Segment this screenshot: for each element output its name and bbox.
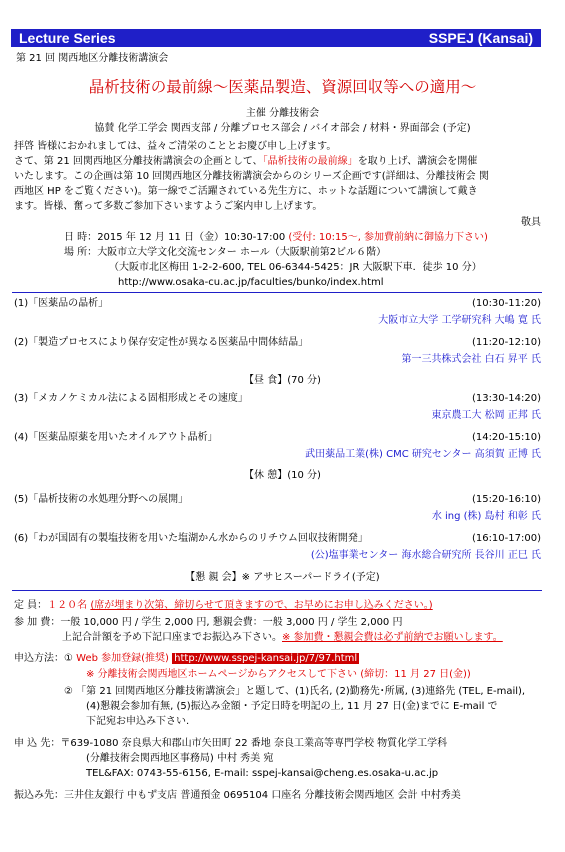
program-title: (4)「医薬品原薬を用いたオイルアウト晶析」 (14, 432, 218, 443)
contact-row: 申 込 先：〒639-1080 奈良県大和郡山市矢田町 22 番地 奈良工業高等専門学校 物質化学工学科 (14, 738, 448, 749)
intro-line-3: いたします。この企画は第 10 回関西地区分離技術講演会からのシリーズ企画です(詳細は、分離技術会 関 (14, 171, 489, 182)
divider (12, 292, 542, 293)
program-speaker: 第一三共株式会社 白石 昇平 氏 (401, 354, 541, 365)
application-method-1: 申込方法：① Web 参加登録(推奨) http://www.sspej-kansai.jp/7/97.html (14, 653, 358, 664)
prepay-note: ※ 参加費・懇親会費は必ず前納でお願いします。 (282, 632, 503, 643)
theme-highlight: 「晶析技術の最前線」 (262, 156, 358, 167)
transfer-row: 振込み先：三井住友銀行 中もず支店 普通預金 0695104 口座名 分離技術会関西地区 会計 中村秀美 (14, 790, 461, 801)
fee-row: 参 加 費：一般 10,000 円 / 学生 2,000 円, 懇親会費：一般 3,000 円 / 学生 2,000 円 (14, 617, 403, 628)
intro-line-1: 拝啓 皆様におかれましては、益々ご清栄のこととお慶び申し上げます。 (14, 141, 337, 152)
contact-tel-email: TEL&FAX: 0743-55-6156, E-mail: sspej-kansai@cheng.es.osaka-u.ac.jp (86, 768, 439, 779)
registration-link[interactable]: http://www.sspej-kansai.jp/7/97.html (174, 653, 358, 664)
venue-url[interactable]: http://www.osaka-cu.ac.jp/faculties/bunko/index.html (118, 277, 384, 288)
capacity-row: 定 員：１２０名 (席が埋まり次第、締切らせて頂きますので、お早めにお申し込みください。) (14, 600, 433, 611)
organizer: 主催 分離技術会 (245, 108, 320, 119)
date-row: 日 時：2015 年 12 月 11 日（金）10:30-17:00 (受付: 10:15～, 参加費前納に御協力下さい) (64, 232, 488, 243)
program-time: (11:20-12:10) (471, 337, 541, 348)
program-title: (3)「メカノケミカル法による固相形成とその速度」 (14, 393, 248, 404)
program-speaker: (公)塩事業センター 海水総合研究所 長谷川 正巳 氏 (310, 550, 541, 561)
reception-note: (受付: 10:15～, 参加費前納に御協力下さい) (288, 232, 488, 243)
intro-line-2: さて、第 21 回関西地区分離技術講演会の企画として、「晶析技術の最前線」を取り上げ、講演会を開催 (14, 156, 478, 167)
program-title: (6)「わが国固有の製塩技術を用いた塩湖かん水からのリチウム回収技術開発」 (14, 533, 368, 544)
program-speaker: 大阪市立大学 工学研究科 大嶋 寛 氏 (378, 315, 541, 326)
contact-office: (分離技術会関西地区事務局) 中村 秀美 宛 (86, 753, 274, 764)
application-method-2-line-2: (4)懇親会参加有無, (5)振込み金額・予定日時を明記の上, 11 月 27 日(金)までに E-mail で (86, 701, 498, 712)
venue-row: 場 所：大阪市立大学文化交流センター ホール（大阪駅前第2ビル６階） (64, 247, 387, 258)
capacity-value: １２０名 (47, 600, 88, 611)
program-title: (1)「医薬品の晶析」 (14, 298, 109, 309)
program-time: (10:30-11:20) (471, 298, 541, 309)
banner-left: Lecture Series (19, 30, 116, 46)
program-time: (14:20-15:10) (471, 432, 541, 443)
banner-right: SSPEJ (Kansai) (428, 30, 533, 46)
page-title: 晶析技術の最前線～医薬品製造、資源回収等への適用～ (88, 78, 477, 96)
program-title: (5)「晶析技術の水処理分野への展開」 (14, 494, 189, 505)
program-time: (13:30-14:20) (471, 393, 541, 404)
fee-row-2: 上記合計額を予め下記口座までお振込み下さい。※ 参加費・懇親会費は必ず前納でお願いします。 (62, 632, 503, 643)
web-note: ※ 分離技術会関西地区ホームページからアクセスして下さい (締切：11 月 27 日(金)) (86, 669, 471, 680)
program-title: (2)「製造プロセスにより保存安定性が異なる医薬品中間体結晶」 (14, 337, 309, 348)
divider (12, 590, 542, 591)
application-method-2: ② 「第 21 回関西地区分離技術講演会」と題して、(1)氏名, (2)勤務先･所属, (3)連絡先 (TEL, E-mail), (64, 686, 526, 697)
series-line: 第 21 回 関西地区分離技術講演会 (16, 53, 169, 64)
program-speaker: 水 ing (株) 島村 和彰 氏 (431, 511, 541, 522)
lunch-break: 【昼 食】(70 分) (244, 375, 321, 386)
header-banner (11, 29, 541, 47)
program-speaker: 東京農工大 松岡 正邦 氏 (431, 410, 541, 421)
social-gathering: 【懇 親 会】※ アサヒスーパードライ(予定) (185, 572, 380, 583)
cosponsors: 協賛 化学工学会 関西支部 / 分離プロセス部会 / バイオ部会 / 材料・界面部会 (予定) (94, 123, 471, 134)
capacity-note: (席が埋まり次第、締切らせて頂きますので、お早めにお申し込みください。) (90, 600, 433, 611)
venue-address: （大阪市北区梅田 1-2-2-600, TEL 06-6344-5425：JR 大阪駅下車．徒歩 10 分） (109, 262, 482, 273)
program-time: (15:20-16:10) (471, 494, 541, 505)
program-speaker: 武田薬品工業(株) CMC 研究センター 高須賀 正博 氏 (305, 449, 541, 460)
intro-line-4: 西地区 HP をご覧ください)。第一線でご活躍されている先生方に、ホットな話題について講演して戴き (14, 186, 478, 197)
intro-line-5: ます。皆様、奮って多数ご参加下さいますようご案内申し上げます。 (14, 201, 323, 212)
closing: 敬具 (521, 217, 541, 228)
program-time: (16:10-17:00) (471, 533, 541, 544)
rest-break: 【休 憩】(10 分) (244, 470, 321, 481)
application-method-2-line-3: 下記宛お申込み下さい. (86, 716, 190, 727)
